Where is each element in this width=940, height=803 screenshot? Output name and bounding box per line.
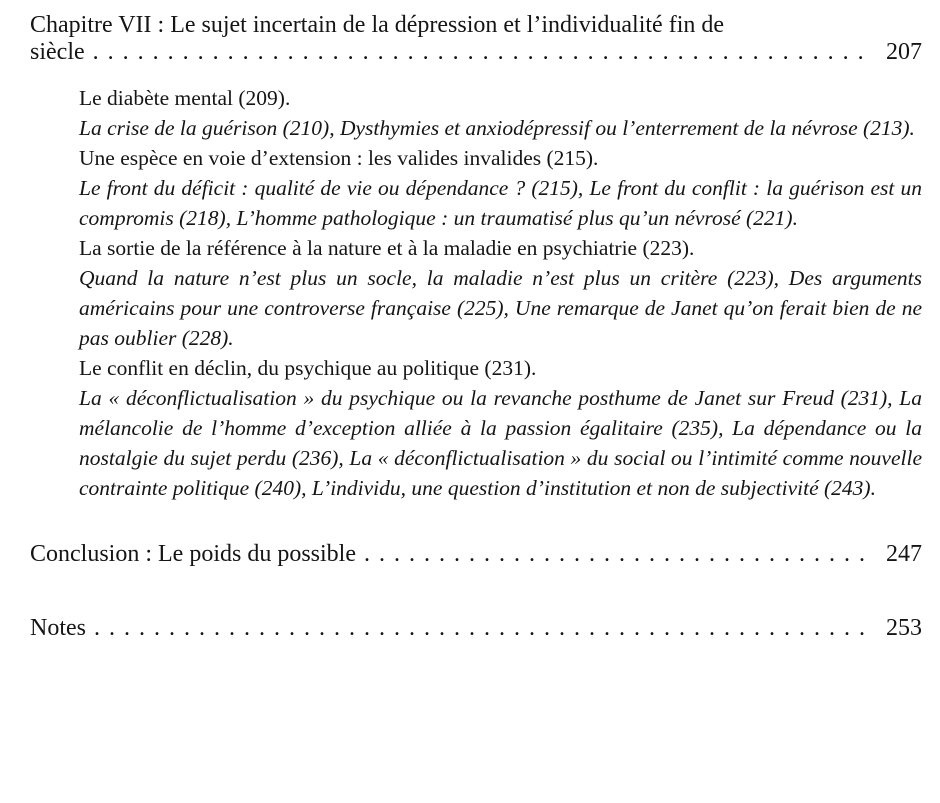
- subsection-entry: La crise de la guérison (210), Dysthymies et anxiodépressif ou l’enterrement de la névrose (213).: [79, 116, 915, 140]
- chapter-subsections: [79, 83, 922, 503]
- conclusion-title: Conclusion : Le poids du possible: [30, 541, 356, 567]
- subsection-entry: Quand la nature n’est plus un socle, la maladie n’est plus un critère (223), Des arguments américains pour une controverse française (225), Une remarque de Janet qu’on ferait bien de ne pas oublier (228).: [79, 266, 922, 350]
- section-entry: Une espèce en voie d’extension : les valides invalides (215).: [79, 146, 599, 170]
- subsection-entry: La « déconflictualisation » du psychique ou la revanche posthume de Janet sur Freud (231), La mélancolie de l’homme d’exception alliée à la passion égalitaire (235), La dépendance ou la nostalgie du sujet perdu (236), La « déconflictualisation » du social ou l’intimité comme nouvelle contrainte politique (240), L’individu, une question d’institution et non de subjectivité (243).: [79, 386, 922, 500]
- conclusion-page-number: 247: [886, 541, 922, 567]
- subsection-entry: Le front du déficit : qualité de vie ou dépendance ? (215), Le front du conflit : la guérison est un compromis (218), L’homme pathologique : un traumatisé plus qu’un névrosé (221).: [79, 176, 922, 230]
- notes-row: [30, 615, 922, 642]
- dot-leader: [93, 39, 872, 66]
- dot-leader: [94, 615, 872, 642]
- notes-title: Notes: [30, 615, 86, 641]
- toc-entry-notes: [30, 615, 922, 642]
- chapter-title-end: siècle: [30, 39, 85, 65]
- toc-entry-chapter-7: [30, 12, 922, 66]
- chapter-page-number: 207: [886, 39, 922, 65]
- section-entry: Le conflit en déclin, du psychique au politique (231).: [79, 356, 537, 380]
- section-entry: Le diabète mental (209).: [79, 86, 291, 110]
- conclusion-row: [30, 541, 922, 568]
- dot-leader: [364, 541, 872, 568]
- chapter-title: Chapitre VII : Le sujet incertain de la dépression et l’individualité fin de: [30, 12, 725, 38]
- section-entry: La sortie de la référence à la nature et à la maladie en psychiatrie (223).: [79, 236, 695, 260]
- table-of-contents: [30, 12, 922, 642]
- notes-page-number: 253: [886, 615, 922, 641]
- chapter-title-continuation: [30, 39, 922, 66]
- toc-entry-conclusion: [30, 541, 922, 568]
